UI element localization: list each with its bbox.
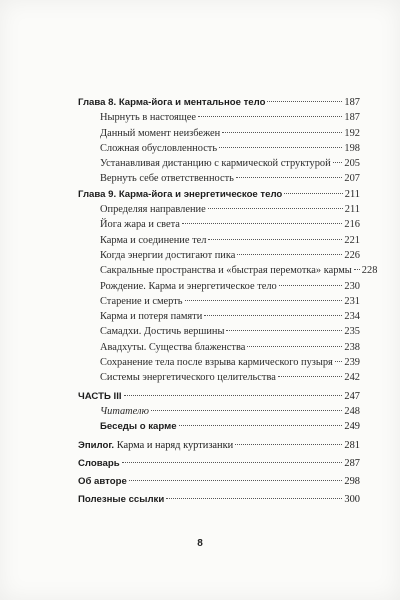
dot-leader [237,254,342,255]
table-of-contents [78,95,378,508]
toc-entry-title: Карма и соединение тел [100,234,207,246]
toc-item[interactable] [78,279,360,294]
toc-about-author[interactable] [78,474,360,489]
toc-item[interactable] [78,126,360,141]
toc-item[interactable] [78,309,360,324]
toc-entry-title: Глава 9. Карма-йога и энергетическое тело [78,188,283,200]
toc-entry-title: Читателю [100,405,149,417]
toc-entry-title: Беседы о карме [100,421,177,433]
toc-entry-title: Об авторе [78,476,127,488]
toc-entry-page: 226 [344,249,360,261]
dot-leader [279,285,343,286]
toc-entry-title: Сохранение тела после взрыва кармического пузыря [100,357,333,369]
toc-entry-title: Старение и смерть [100,295,183,307]
toc-item[interactable] [78,202,360,217]
dot-leader [185,300,343,301]
dot-leader [151,410,343,411]
dot-leader [267,101,342,102]
toc-item-reader[interactable] [78,404,360,419]
toc-useful-links[interactable] [78,492,360,507]
toc-item-talks[interactable] [78,419,360,434]
toc-entry-page: 242 [344,372,360,384]
toc-item[interactable] [78,324,360,339]
toc-entry-page: 216 [344,219,360,231]
toc-entry-page: 211 [344,188,360,200]
dot-leader [204,315,342,316]
dot-leader [182,223,343,224]
toc-entry-title: Вернуть себе ответственность [100,173,234,185]
toc-chapter-9[interactable] [78,187,360,202]
toc-entry-title: Йога жара и света [100,219,180,231]
toc-entry-title: Сакральные пространства и «быстрая перемотка» кармы [100,265,352,277]
toc-entry-title [78,438,233,453]
dot-leader [219,147,342,148]
epilogue-prefix: Эпилог. [78,439,115,451]
dot-leader [124,395,343,396]
page-number: 8 [197,538,203,549]
dot-leader [247,346,342,347]
toc-entry-page: 235 [344,326,360,338]
toc-item[interactable] [78,340,360,355]
toc-entry-page: 198 [344,142,360,154]
dot-leader [333,162,343,163]
toc-entry-title: Карма и потеря памяти [100,311,203,323]
toc-entry-page: 207 [344,173,360,185]
toc-entry-page: 231 [344,295,360,307]
toc-entry-page: 239 [344,357,360,369]
dot-leader [284,193,343,194]
toc-epilogue[interactable] [78,438,360,453]
toc-item[interactable] [78,171,360,186]
toc-item[interactable] [78,156,360,171]
toc-entry-page: 187 [344,97,360,108]
toc-entry-title: Определяя направление [100,204,206,216]
toc-item[interactable] [78,370,360,385]
toc-entry-page: 234 [344,311,360,323]
toc-item[interactable] [78,217,360,232]
dot-leader [198,116,342,117]
dot-leader [208,239,342,240]
dot-leader [122,462,343,463]
toc-item[interactable] [78,233,360,248]
dot-leader [222,132,342,133]
toc-entry-page: 281 [344,439,360,451]
dot-leader [235,444,342,445]
toc-entry-title: Устанавливая дистанцию с кармической структурой [100,158,331,170]
toc-entry-page: 298 [344,476,360,488]
toc-item[interactable] [78,355,360,370]
toc-entry-page: 249 [344,421,360,433]
dot-leader [226,330,342,331]
toc-item[interactable] [78,294,360,309]
toc-entry-page: 187 [344,112,360,124]
toc-entry-page: 247 [344,390,360,402]
dot-leader [208,208,343,209]
dot-leader [236,177,343,178]
toc-item[interactable] [78,263,378,278]
toc-entry-page: 211 [344,204,360,216]
toc-entry-title: Сложная обусловленность [100,142,218,154]
dot-leader [354,269,360,270]
toc-chapter-8[interactable] [78,95,360,110]
dot-leader [179,425,343,426]
toc-entry-title: ЧАСТЬ III [78,390,122,402]
epilogue-title: Карма и наряд куртизанки [116,439,234,451]
toc-entry-page: 205 [344,158,360,170]
toc-entry-title: Рождение. Карма и энергетическое тело [100,280,277,292]
toc-entry-page: 248 [344,405,360,417]
dot-leader [129,480,343,481]
toc-entry-title: Когда энергии достигают пика [100,249,236,261]
toc-item[interactable] [78,110,360,125]
toc-entry-title: Данный момент неизбежен [100,127,221,139]
toc-item[interactable] [78,248,360,263]
toc-entry-page: 192 [344,127,360,139]
toc-entry-page: 230 [344,280,360,292]
toc-entry-page: 238 [344,341,360,353]
toc-part-3[interactable] [78,389,360,404]
toc-entry-title: Самадхи. Достичь вершины [100,326,225,338]
toc-glossary[interactable] [78,456,360,471]
dot-leader [278,376,343,377]
toc-entry-page: 300 [344,494,360,506]
toc-entry-title: Системы энергетического целительства [100,372,276,384]
toc-entry-title: Словарь [78,457,120,469]
toc-entry-page: 287 [344,457,360,469]
dot-leader [335,361,343,362]
dot-leader [166,498,342,499]
toc-entry-page: 228 [361,265,378,277]
toc-entry-title: Глава 8. Карма-йога и ментальное тело [78,97,266,108]
toc-entry-page: 221 [344,234,360,246]
toc-entry-title: Авадхуты. Существа блаженства [100,341,246,353]
toc-entry-title: Полезные ссылки [78,494,165,506]
toc-entry-title: Нырнуть в настоящее [100,112,197,124]
toc-item[interactable] [78,141,360,156]
